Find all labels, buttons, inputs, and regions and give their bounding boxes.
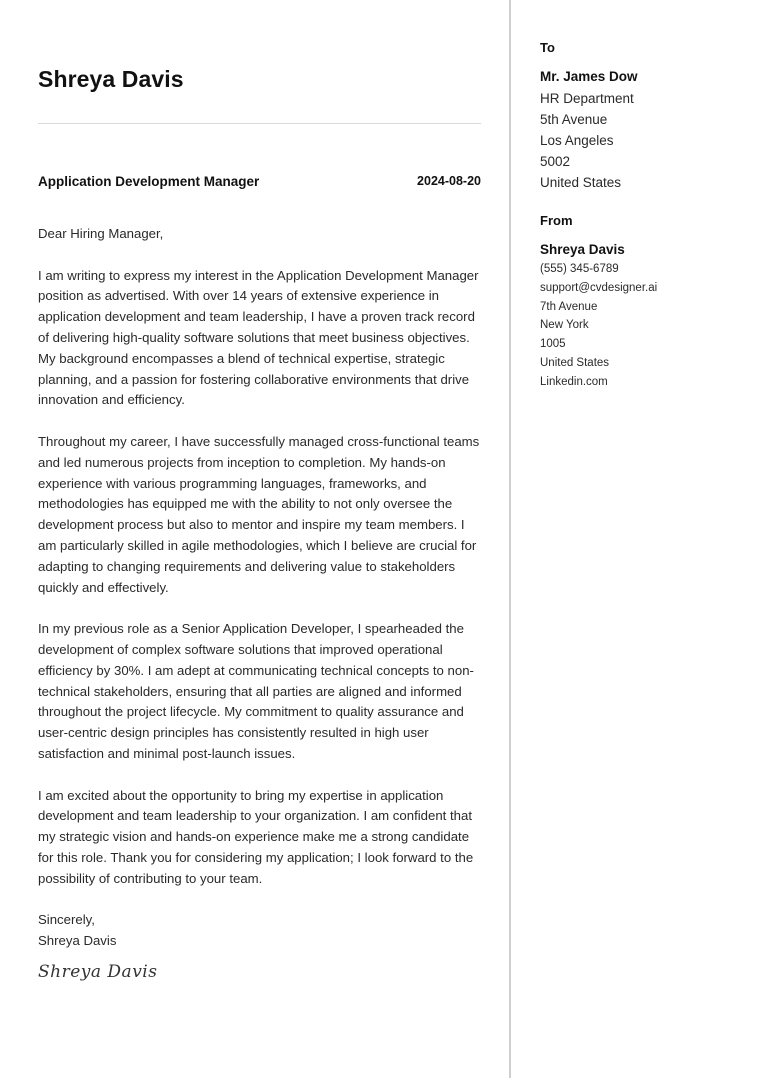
sender-phone: (555) 345-6789 [540, 263, 619, 275]
letter-main-column [38, 0, 481, 1078]
header-divider [38, 123, 481, 124]
sender-zip: 1005 [540, 338, 566, 351]
from-heading: From [540, 213, 573, 228]
sender-sidebar-name: Shreya Davis [540, 242, 625, 257]
closing: Sincerely, [38, 912, 95, 928]
paragraph-1: I am writing to express my interest in the Application Development Manager position as advertised. With over 14 years of extensive experience in application development and team leadership, I have a proven track record of delivering high-quality software solutions that meet business objectives. My background encompasses a blend of technical expertise, strategic planning, and a passion for fostering collaborative environments that drive innovation and efficiency. [38, 267, 479, 408]
salutation: Dear Hiring Manager, [38, 226, 164, 241]
recipient-city: Los Angeles [540, 133, 614, 148]
contact-sidebar [540, 0, 760, 1078]
letter-body [38, 224, 481, 952]
column-divider [509, 0, 511, 1078]
closing-block [38, 910, 481, 952]
recipient-street: 5th Avenue [540, 112, 608, 127]
paragraph-4: I am excited about the opportunity to bring my expertise in application development and team leadership to your organization. I am confident that my strategic vision and hands-on experience make me a strong candidate for this role. Thank you for considering my application; I look forward to the possibility of contributing to your team. [38, 787, 474, 886]
sender-linkedin: Linkedin.com [540, 375, 608, 388]
paragraph-3: In my previous role as a Senior Application Developer, I spearheaded the development of complex software solutions that improved operational efficiency by 30%. I am adept at communicating technical concepts to non-technical stakeholders, ensuring that all parties are aligned and informed throughout the project lifecycle. My commitment to quality assurance and user-centric design principles has consistently resulted in high user satisfaction and minimal post-launch issues. [38, 621, 474, 761]
job-title: Application Development Manager [38, 174, 260, 189]
sender-email: support@cvdesigner.ai [540, 281, 658, 294]
sender-country: United States [540, 356, 610, 369]
sender-city: New York [540, 319, 589, 332]
sender-name-heading: Shreya Davis [38, 66, 184, 92]
letter-date: 2024-08-20 [417, 174, 481, 188]
recipient-name: Mr. James Dow [540, 69, 638, 84]
handwritten-signature: Shreya Davis [38, 962, 158, 982]
to-heading: To [540, 40, 555, 55]
recipient-country: United States [540, 175, 622, 190]
closing-name: Shreya Davis [38, 933, 117, 949]
paragraph-2: Throughout my career, I have successfully managed cross-functional teams and led numerous projects from inception to completion. My hands-on experience with various programming languages, frameworks, and methodologies has equipped me with the ability to not only oversee the development process but also to mentor and inspire my team members. I am particularly skilled in agile methodologies, which I believe are crucial for adapting to changing requirements and delivering value to stakeholders quickly and effectively. [38, 433, 480, 595]
recipient-zip: 5002 [540, 154, 571, 169]
recipient-address [540, 88, 634, 193]
sender-street: 7th Avenue [540, 300, 598, 313]
recipient-department: HR Department [540, 91, 634, 106]
sender-contact-details [540, 260, 657, 392]
